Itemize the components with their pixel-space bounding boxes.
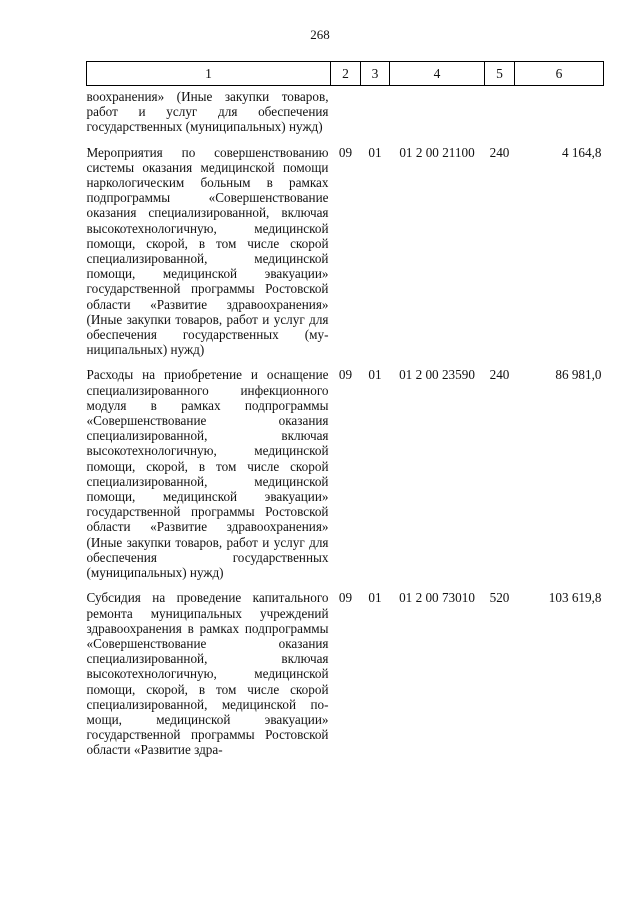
row-description: Мероприятия по совершенствованию системы оказания медицинской помощи наркологическим больным в рамках подпрограммы «Совершенствование оказания специализированной, включая высокотехнологичную, медицинской помощи, скорой, в том числе скорой специализированной, медицинской помощи, медицинской эвакуации» государственной программы Ростовской области «Развитие здравоохранения» (Иные закупки товаров, работ и услуг для обеспечения государственных (муниципальных) нужд): [86, 144, 329, 358]
row-amount: 86 981,0: [555, 367, 602, 383]
row-expense-type: 240: [489, 367, 510, 383]
row-description: Субсидия на проведение капитального ремонта муниципальных учреждений здравоохранения в рамках подпрограммы «Совершенствование оказания специализированной, включая высокотехнологичную, медицинской помощи, скорой, в том числе скорой специализированной, медицинской помощи, медицинской эвакуации» государственной программы Ростовской области «Развитие здра-: [86, 590, 329, 758]
header-col-2: 2: [331, 62, 361, 86]
row-amount: 103 619,8: [548, 590, 602, 606]
row-subsection: 01: [368, 590, 382, 606]
row-section: 09: [338, 144, 353, 160]
row-target-article: 01 2 00 23590: [399, 367, 475, 383]
row-amount: 4 164,8: [561, 144, 602, 160]
row-section: 09: [338, 590, 353, 606]
header-col-5: 5: [485, 62, 515, 86]
row-expense-type: 240: [489, 144, 510, 160]
row-section: 09: [338, 367, 353, 383]
row-description: Расходы на приобретение и оснащение специализированного инфекционного модуля в рамках подпрограммы «Совершенствование оказания специализированной, включая высокотехнологичную, медицинской помощи, скорой, в том числе скорой специализированной, медицинской помощи, медицинской эвакуации» государственной программы Ростовской области «Развитие здравоохранения» (Иные закупки товаров, работ и услуг для обеспечения государственных (муниципальных) нужд): [86, 367, 329, 581]
header-col-6: 6: [515, 62, 604, 86]
budget-table: [86, 61, 604, 768]
page-number: 268: [310, 27, 330, 42]
table-row: [87, 145, 604, 368]
row-expense-type: 520: [489, 590, 510, 606]
header-col-1: 1: [87, 62, 331, 86]
row-target-article: 01 2 00 73010: [399, 590, 475, 606]
continuation-description: воохранения» (Иные закупки товаров, работ и услуг для обеспечения государственных (муниципальных) нужд): [86, 89, 329, 135]
row-subsection: 01: [368, 144, 382, 160]
table-row: [87, 367, 604, 590]
table-header: [87, 62, 604, 86]
row-subsection: 01: [368, 367, 382, 383]
header-col-3: 3: [361, 62, 390, 86]
row-target-article: 01 2 00 21100: [399, 144, 475, 160]
table-row: [87, 590, 604, 767]
header-col-4: 4: [390, 62, 485, 86]
table-row-continuation: [87, 86, 604, 145]
